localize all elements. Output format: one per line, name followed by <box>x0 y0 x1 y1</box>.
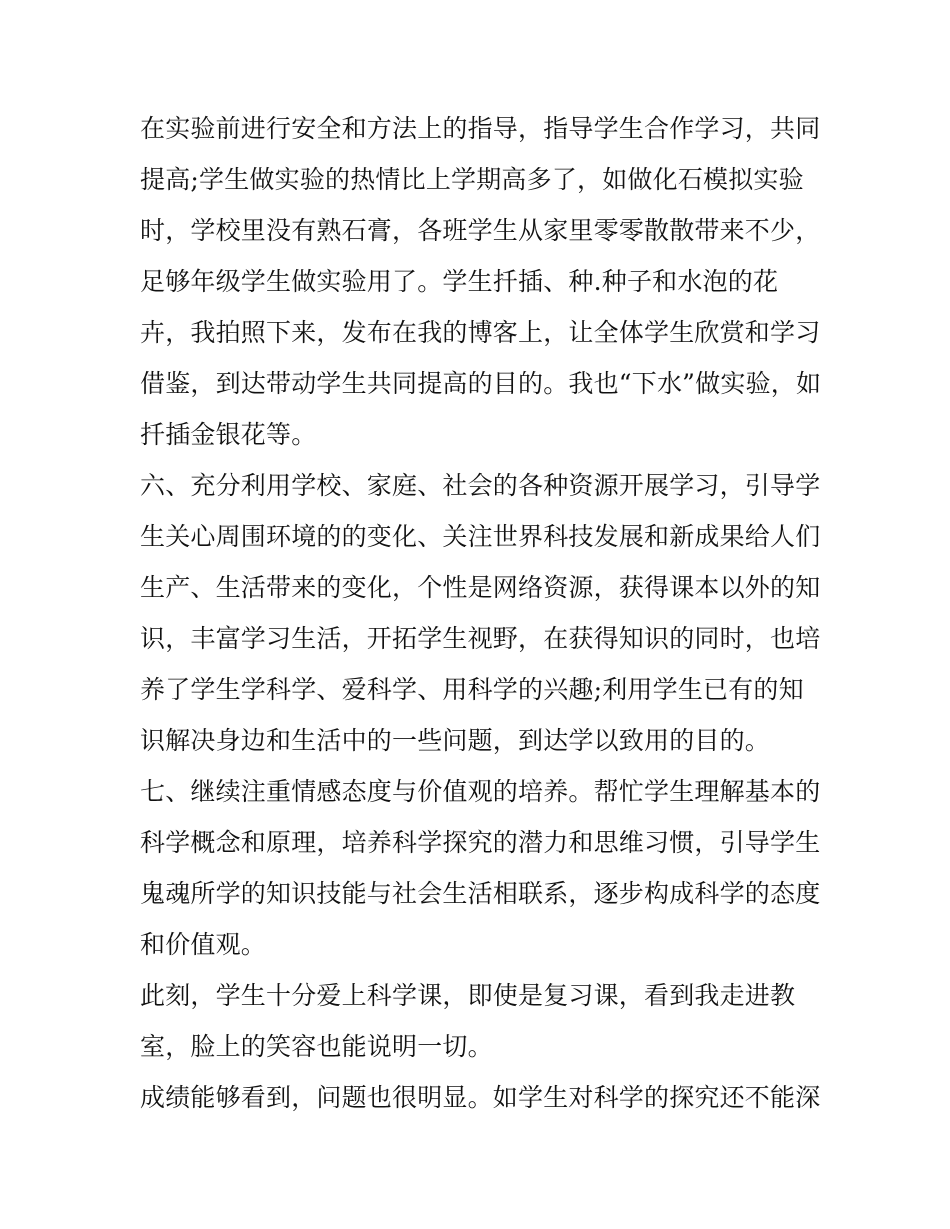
text-line: 养了学生学科学、爱科学、用科学的兴趣;利用学生已有的知 <box>140 675 804 704</box>
text-line: 借鉴，到达带动学生共同提高的目的。我也“下水”做实验，如 <box>140 369 822 398</box>
text-line: 科学概念和原理，培养科学探究的潜力和思维习惯，引导学生 <box>140 828 821 857</box>
text-line: 鬼魂所学的知识技能与社会生活相联系，逐步构成科学的态度 <box>140 879 821 908</box>
text-line: 识解决身边和生活中的一些问题，到达学以致用的目的。 <box>140 726 771 755</box>
text-line: 此刻，学生十分爱上科学课，即使是复习课，看到我走进教 <box>140 981 796 1010</box>
text-line: 生关心周围环境的的变化、关注世界科技发展和新成果给人们 <box>140 522 821 551</box>
text-line: 足够年级学生做实验用了。学生扦插、种.种子和水泡的花 <box>140 267 779 296</box>
section-seven-line: 七、继续注重情感态度与价值观的培养。帮忙学生理解基本的 <box>140 777 821 806</box>
text-line: 成绩能够看到，问题也很明显。如学生对科学的探究还不能深 <box>140 1083 821 1112</box>
text-line: 和价值观。 <box>140 930 267 959</box>
section-six-line: 六、充分利用学校、家庭、社会的各种资源开展学习，引导学 <box>140 471 821 500</box>
text-line: 识，丰富学习生活，开拓学生视野，在获得知识的同时，也培 <box>140 624 821 653</box>
text-line: 生产、生活带来的变化，个性是网络资源，获得课本以外的知 <box>140 573 821 602</box>
text-line: 时，学校里没有熟石膏，各班学生从家里零零散散带来不少， <box>140 216 821 245</box>
text-line: 室，脸上的笑容也能说明一切。 <box>140 1032 493 1061</box>
text-line: 扦插金银花等。 <box>140 420 317 449</box>
text-line: 在实验前进行安全和方法上的指导，指导学生合作学习，共同 <box>140 114 821 143</box>
text-line: 卉，我拍照下来，发布在我的博客上，让全体学生欣赏和学习 <box>140 318 821 347</box>
text-line: 提高;学生做实验的热情比上学期高多了，如做化石模拟实验 <box>140 165 804 194</box>
